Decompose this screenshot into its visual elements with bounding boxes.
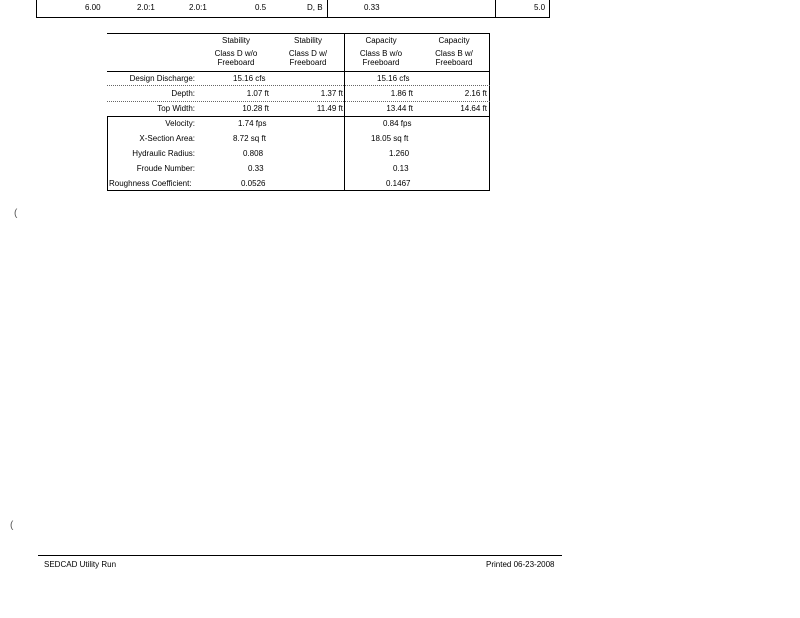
- scan-mark: (: [14, 208, 18, 219]
- footer-rule: [38, 555, 562, 556]
- row-label-area: X-Section Area:: [139, 134, 195, 143]
- channel-results-table: [107, 33, 490, 191]
- value-cell: 0.808: [243, 149, 264, 158]
- header-col-4: Capacity Class B w/ Freeboard: [435, 36, 473, 67]
- row-label-depth: Depth:: [171, 89, 195, 98]
- value-cell: 13.44 ft: [386, 104, 413, 113]
- value-cell: 8.72 sq ft: [233, 134, 266, 143]
- header-col-1: Stability Class D w/o Freeboard: [214, 36, 258, 67]
- value-cell: 0.1467: [386, 179, 411, 188]
- row-label-roughness: Roughness Coefficient:: [109, 179, 192, 188]
- value-cell: 2.16 ft: [464, 89, 487, 98]
- top-cell-5: D, B: [307, 3, 323, 12]
- table-right-border: [489, 33, 490, 191]
- header-col-3: Capacity Class B w/o Freeboard: [359, 36, 403, 67]
- table-center-divider: [344, 33, 345, 191]
- value-cell: 18.05 sq ft: [371, 134, 409, 143]
- top-cell-1: 6.00: [85, 3, 101, 12]
- table-top-border: [107, 33, 490, 34]
- header-col-2: Stability Class D w/ Freeboard: [288, 36, 328, 67]
- value-cell: 1.07 ft: [246, 89, 269, 98]
- top-divider: [327, 0, 328, 17]
- row-label-hydraulic-radius: Hydraulic Radius:: [132, 149, 195, 158]
- value-cell: 1.37 ft: [320, 89, 343, 98]
- top-cell-7: 5.0: [534, 3, 546, 12]
- row-label-top-width: Top Width:: [157, 104, 195, 113]
- value-cell: 1.260: [389, 149, 410, 158]
- top-cell-3: 2.0:1: [189, 3, 207, 12]
- value-cell: 0.84 fps: [383, 119, 412, 128]
- row-separator: [107, 101, 490, 102]
- value-cell: 11.49 ft: [316, 104, 343, 113]
- footer-print-date: Printed 06-23-2008: [486, 560, 555, 569]
- row-separator: [107, 85, 490, 86]
- top-cell-2: 2.0:1: [137, 3, 155, 12]
- row-label-discharge: Design Discharge:: [129, 74, 195, 83]
- group-divider: [107, 116, 490, 117]
- top-cell-6: 0.33: [364, 3, 380, 12]
- value-cell: 0.33: [248, 164, 264, 173]
- footer-program-name: SEDCAD Utility Run: [44, 560, 117, 569]
- value-cell: 15.16 cfs: [377, 74, 410, 83]
- row-label-velocity: Velocity:: [165, 119, 195, 128]
- value-cell: 1.74 fps: [238, 119, 267, 128]
- top-divider: [495, 0, 496, 17]
- value-cell: 15.16 cfs: [233, 74, 266, 83]
- header-divider: [107, 71, 490, 72]
- value-cell: 0.0526: [241, 179, 266, 188]
- value-cell: 10.28 ft: [242, 104, 269, 113]
- value-cell: 0.13: [393, 164, 409, 173]
- table-bottom-border: [107, 190, 490, 191]
- value-cell: 1.86 ft: [390, 89, 413, 98]
- top-cell-4: 0.5: [255, 3, 267, 12]
- top-summary-row: [36, 0, 550, 18]
- scan-mark: (: [10, 520, 14, 531]
- row-label-froude: Froude Number:: [136, 164, 195, 173]
- value-cell: 14.64 ft: [460, 104, 487, 113]
